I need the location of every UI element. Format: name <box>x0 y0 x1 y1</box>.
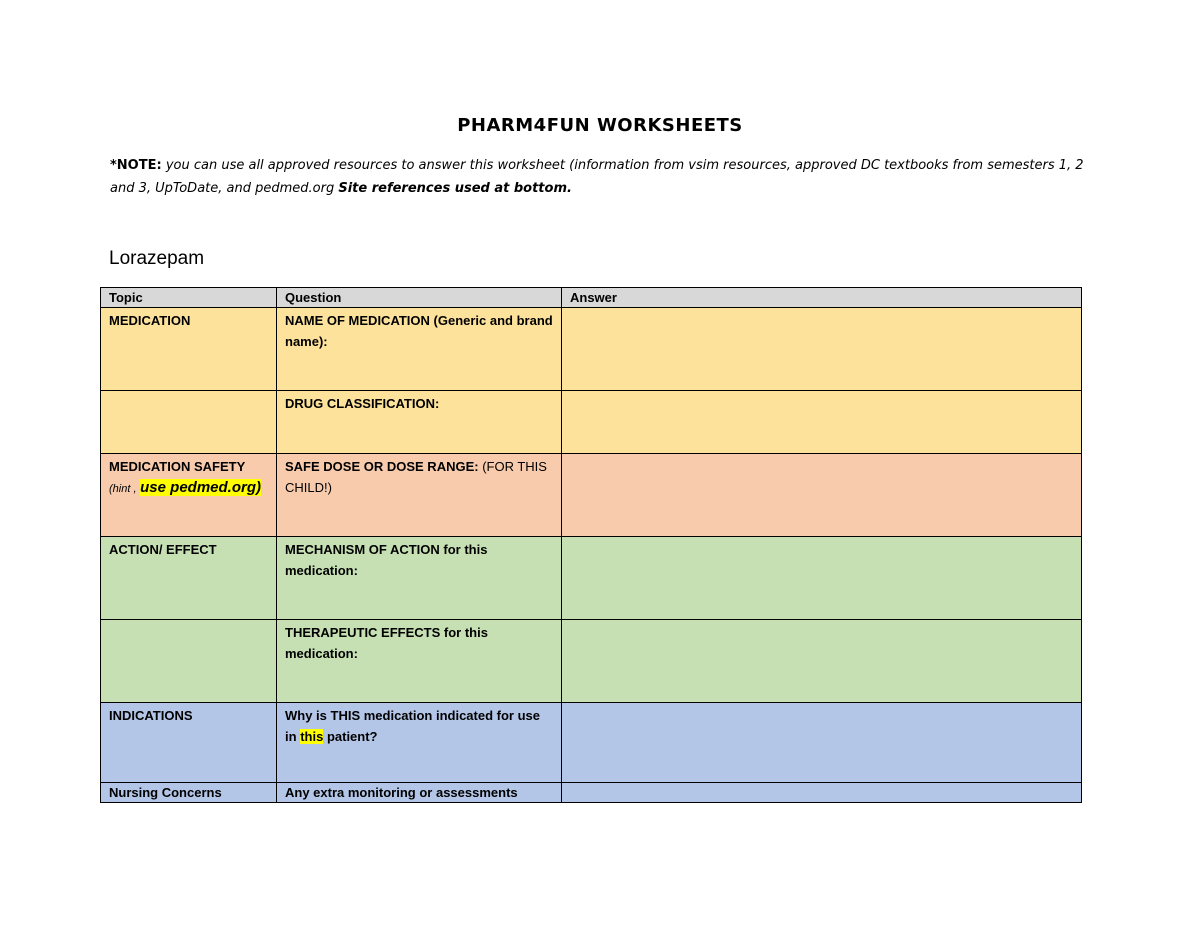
answer-cell[interactable] <box>562 391 1082 454</box>
question-extra: (FOR THIS CHILD!) <box>285 459 547 495</box>
question-pre: Why is THIS medication indicated for use in <box>285 708 540 744</box>
question-cell <box>277 703 562 783</box>
answer-cell[interactable] <box>562 620 1082 703</box>
drug-name-heading: Lorazepam <box>109 248 205 269</box>
topic-hint: (hint , <box>109 483 137 495</box>
answer-cell[interactable] <box>562 308 1082 391</box>
topic-cell: MEDICATION <box>101 308 277 391</box>
question-cell: NAME OF MEDICATION (Generic and brand name): <box>277 308 562 391</box>
topic-cell: Nursing Concerns <box>101 783 277 803</box>
question-cell <box>277 454 562 537</box>
topic-label: MEDICATION SAFETY <box>109 459 246 474</box>
answer-cell[interactable] <box>562 454 1082 537</box>
table-row-medication-safety <box>101 454 1082 537</box>
table-row-medication-name <box>101 308 1082 391</box>
topic-cell: ACTION/ EFFECT <box>101 537 277 620</box>
question-cell: DRUG CLASSIFICATION: <box>277 391 562 454</box>
topic-cell <box>101 620 277 703</box>
topic-cell: INDICATIONS <box>101 703 277 783</box>
note-label: *NOTE: <box>110 158 162 173</box>
question-post: patient? <box>326 729 378 744</box>
answer-cell[interactable] <box>562 783 1082 803</box>
topic-cell <box>101 454 277 537</box>
table-row-drug-classification <box>101 391 1082 454</box>
header-question: Question <box>277 288 562 308</box>
question-cell: Any extra monitoring or assessments <box>277 783 562 803</box>
question-highlight: this <box>300 729 324 744</box>
worksheet-title: PHARM4FUN WORKSHEETS <box>457 115 743 136</box>
table-row-mechanism <box>101 537 1082 620</box>
topic-hint-link: use pedmed.org) <box>140 479 261 496</box>
note-text: you can use all approved resources to answer this worksheet (information from vsim resources, approved DC textbooks from semesters 1, 2 and 3, UpToDate, and pedmed.org <box>110 158 1084 196</box>
table-row-indications <box>101 703 1082 783</box>
topic-cell <box>101 391 277 454</box>
table-row-nursing-concerns <box>101 783 1082 803</box>
worksheet-note <box>110 154 1100 200</box>
question-cell: THERAPEUTIC EFFECTS for this medication: <box>277 620 562 703</box>
question-cell: MECHANISM OF ACTION for this medication: <box>277 537 562 620</box>
header-answer: Answer <box>562 288 1082 308</box>
worksheet-table <box>100 287 1082 803</box>
table-header-row <box>101 288 1082 308</box>
answer-cell[interactable] <box>562 703 1082 783</box>
question-label: SAFE DOSE OR DOSE RANGE: <box>285 459 479 474</box>
header-topic: Topic <box>101 288 277 308</box>
table-row-therapeutic-effects <box>101 620 1082 703</box>
note-bold-text: Site references used at bottom. <box>338 181 572 196</box>
answer-cell[interactable] <box>562 537 1082 620</box>
